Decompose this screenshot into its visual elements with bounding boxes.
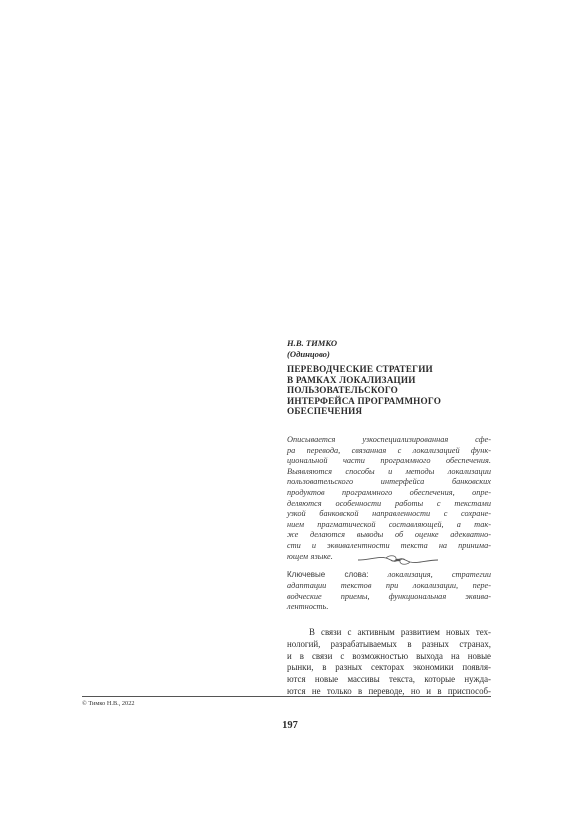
keywords-label: Ключевые слова:	[287, 570, 369, 579]
abstract-line: ра перевода, связанная с локализацией функ-	[287, 445, 491, 455]
body-line: ются не только в переводе, но и в приспособ-	[287, 685, 491, 696]
body-paragraph	[287, 627, 491, 698]
body-line: нологий, разрабатываемых в разных странах,	[287, 638, 491, 649]
title-line: ПЕРЕВОДЧЕСКИЕ СТРАТЕГИИ	[287, 364, 433, 374]
author-name: Н.В. ТИМКО	[287, 338, 338, 348]
body-line: В связи с активным развитием новых тех-	[309, 627, 491, 637]
footnote-divider	[82, 696, 491, 697]
abstract-line: Выявляются способы и методы локализации	[287, 466, 491, 476]
swirl-divider-ornament-icon	[356, 553, 440, 567]
body-line: и в связи с возможностью выхода на новые	[287, 650, 491, 661]
title-line: ИНТЕРФЕЙСА ПРОГРАММНОГО	[287, 395, 442, 406]
keywords-line: локализация, стратегии	[387, 570, 492, 579]
body-line: ются новые массивы текста, которые нужда-	[287, 674, 491, 685]
title-line: В РАМКАХ ЛОКАЛИЗАЦИИ	[287, 374, 416, 385]
author-affiliation: (Одинцово)	[287, 349, 330, 359]
abstract-line: продуктов программного обеспечения, опре-	[287, 487, 491, 497]
keywords-line: лентность.	[287, 602, 329, 612]
abstract-line: нием прагматической составляющей, а так-	[287, 519, 491, 529]
title-line: ПОЛЬЗОВАТЕЛЬСКОГО	[287, 385, 398, 396]
keywords-line: водческие приемы, функциональная эквива-	[287, 591, 491, 601]
abstract-line: пользовательского интерфейса банковских	[287, 477, 491, 487]
abstract-line: сти и эквивалентности текста на принима-	[287, 540, 491, 550]
article-title	[287, 364, 491, 417]
abstract-line: деляются особенности работы с текстами	[287, 498, 491, 508]
abstract	[287, 435, 491, 562]
body-line: рынки, в разных секторах экономики появля-	[287, 662, 491, 673]
abstract-line: Описывается узкоспециализированная сфе-	[287, 435, 491, 444]
keywords-line: адаптации текстов при локализации, пере-	[287, 580, 491, 590]
page-number: 197	[282, 720, 298, 731]
abstract-line: узкой банковской направленности с сохране-	[287, 509, 491, 519]
abstract-line: ющем языке.	[287, 551, 333, 561]
copyright-footnote: © Тимко Н.В., 2022	[82, 700, 135, 707]
author-block	[287, 338, 491, 360]
title-line: ОБЕСПЕЧЕНИЯ	[287, 406, 363, 417]
abstract-line: циональной части программного обеспечения.	[287, 456, 491, 466]
abstract-line: же делаются выводы об оценке адекватно-	[287, 530, 491, 540]
keywords-block	[287, 570, 491, 613]
